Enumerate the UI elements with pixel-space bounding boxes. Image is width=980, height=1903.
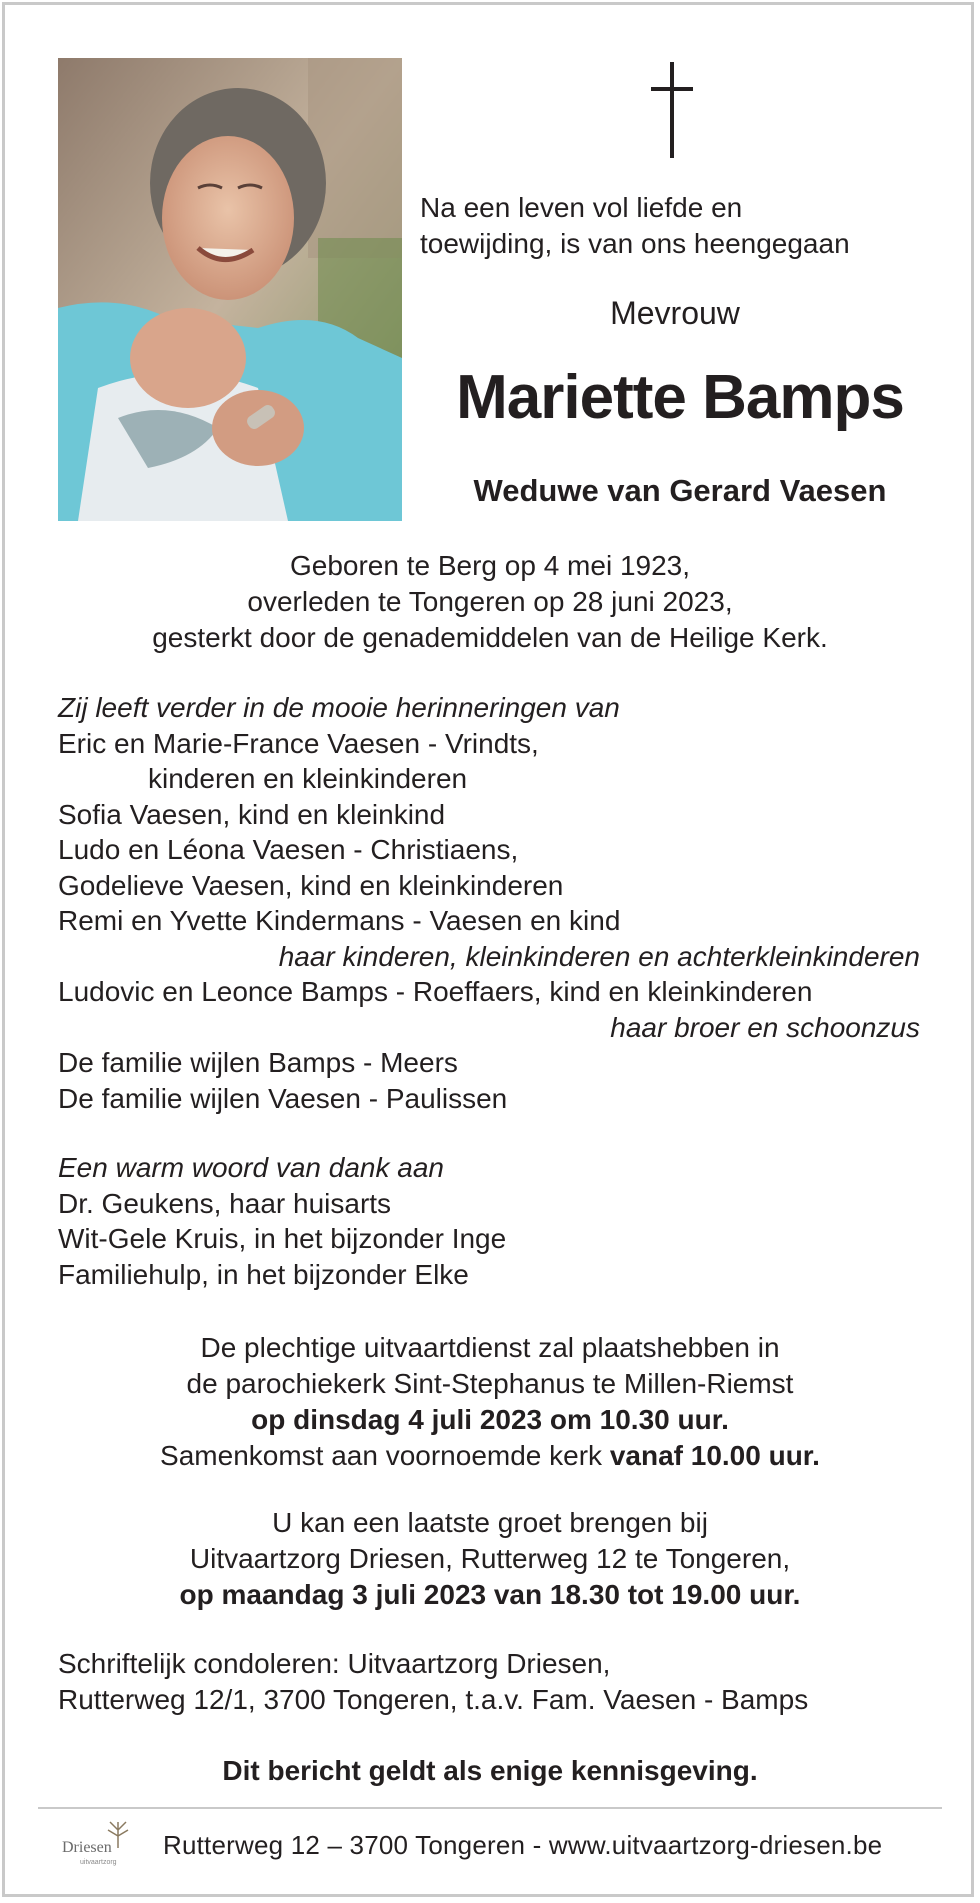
service-date: op dinsdag 4 juli 2023 om 10.30 uur.	[251, 1404, 729, 1435]
sacrament-line: gesterkt door de genademiddelen van de Heilige Kerk.	[152, 622, 828, 653]
gathering-time: vanaf 10.00 uur.	[609, 1440, 820, 1471]
footer-address: Rutterweg 12 – 3700 Tongeren - www.uitvaartzorg-driesen.be	[163, 1830, 883, 1860]
condolences-info	[58, 1646, 808, 1717]
family-list	[58, 690, 920, 1116]
family-member: Ludovic en Leonce Bamps - Roeffaers, kind en kleinkinderen	[58, 976, 813, 1007]
visitation-info	[60, 1505, 920, 1613]
footer-divider	[38, 1807, 942, 1809]
condolence-line: Rutterweg 12/1, 3700 Tongeren, t.a.v. Fam. Vaesen - Bamps	[58, 1683, 809, 1715]
thanks-list	[58, 1150, 506, 1292]
family-member: Eric en Marie-France Vaesen - Vrindts,	[58, 727, 539, 759]
thanks-item: Wit-Gele Kruis, in het bijzonder Inge	[58, 1223, 507, 1254]
family-relation: haar kinderen, kleinkinderen en achterkleinkinderen	[278, 940, 920, 972]
salutation: Mevrouw	[610, 295, 740, 331]
logo-text: Driesen	[62, 1839, 112, 1856]
condolence-line: Schriftelijk condoleren: Uitvaartzorg Driesen,	[58, 1648, 611, 1679]
service-gathering	[60, 1438, 920, 1474]
family-heading: Zij leeft verder in de mooie herinneringen van	[58, 692, 620, 723]
family-member: De familie wijlen Vaesen - Paulissen	[58, 1082, 508, 1114]
family-relation: haar broer en schoonzus	[610, 1011, 920, 1043]
deceased-name: Mariette Bamps	[456, 363, 904, 432]
gathering-text: Samenkomst aan voornoemde kerk	[160, 1440, 610, 1471]
service-line: de parochiekerk Sint-Stephanus te Millen-Riemst	[186, 1368, 794, 1399]
logo-subtext: uitvaartzorg	[80, 1859, 117, 1866]
family-member: Ludo en Léona Vaesen - Christiaens,	[58, 834, 519, 865]
intro-line: Na een leven vol liefde en	[420, 192, 743, 223]
intro-text	[420, 190, 940, 262]
family-member: kinderen en kleinkinderen	[148, 763, 468, 794]
visit-date: op maandag 3 juli 2023 van 18.30 tot 19.00 uur.	[179, 1579, 801, 1610]
thanks-item: Dr. Geukens, haar huisarts	[58, 1187, 392, 1219]
notice-text: Dit bericht geldt als enige kennisgeving.	[222, 1755, 758, 1786]
death-line: overleden te Tongeren op 28 juni 2023,	[247, 586, 733, 617]
cross-icon	[651, 62, 693, 158]
visit-line: U kan een laatste groet brengen bij	[272, 1507, 708, 1538]
birth-death-info	[60, 548, 920, 656]
family-member: Sofia Vaesen, kind en kleinkind	[58, 798, 446, 830]
family-member: De familie wijlen Bamps - Meers	[58, 1047, 458, 1078]
thanks-heading: Een warm woord van dank aan	[58, 1152, 444, 1183]
portrait-photo	[58, 58, 402, 521]
visit-line: Uitvaartzorg Driesen, Rutterweg 12 te Tongeren,	[189, 1543, 791, 1574]
birth-line: Geboren te Berg op 4 mei 1923,	[289, 550, 691, 581]
family-member: Remi en Yvette Kindermans - Vaesen en kind	[58, 905, 621, 936]
widow-of: Weduwe van Gerard Vaesen	[473, 473, 887, 508]
family-member: Godelieve Vaesen, kind en kleinkinderen	[58, 869, 564, 901]
funeral-service	[60, 1330, 920, 1474]
service-line: De plechtige uitvaartdienst zal plaatshebben in	[200, 1332, 780, 1363]
thanks-item: Familiehulp, in het bijzonder Elke	[58, 1258, 469, 1290]
driesen-logo	[60, 1818, 142, 1868]
intro-line: toewijding, is van ons heengegaan	[420, 228, 850, 259]
